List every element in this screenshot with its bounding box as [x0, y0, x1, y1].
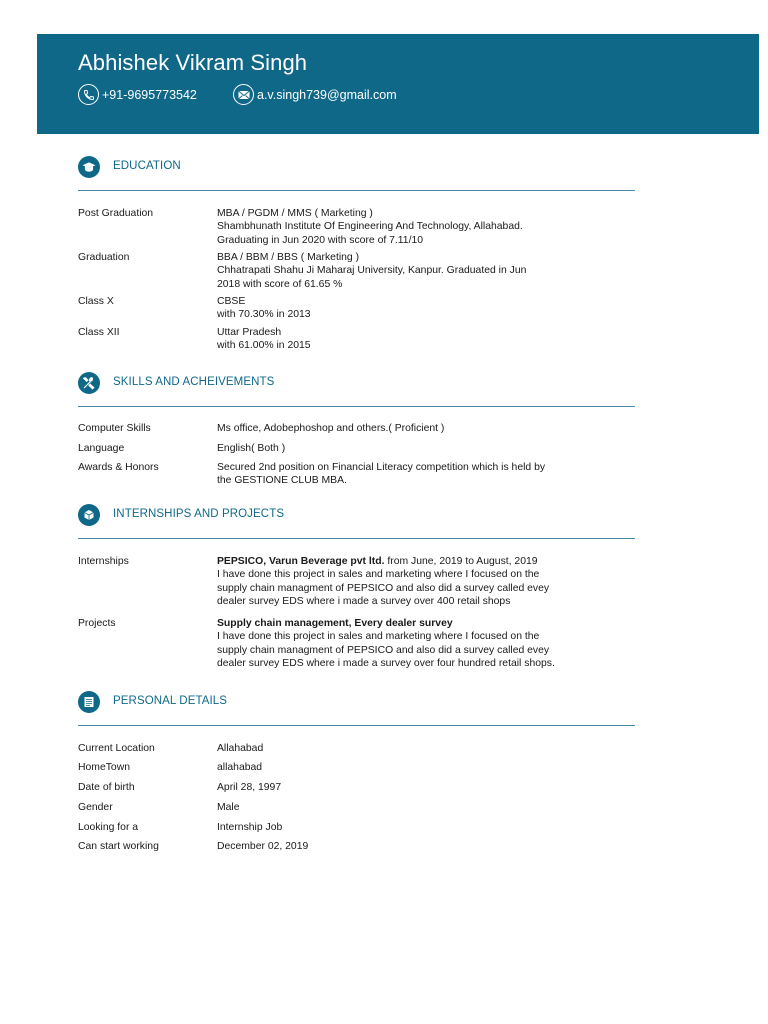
- row-value: [217, 207, 597, 247]
- row-value: Male: [217, 802, 240, 813]
- row-value: allahabad: [217, 762, 263, 773]
- value-line: with 61.00% in 2015: [217, 340, 311, 352]
- section-divider: [78, 190, 635, 191]
- row-label: HomeTown: [78, 762, 130, 773]
- list-icon: [78, 691, 100, 713]
- row-label: Can start working: [78, 841, 159, 852]
- row-label: Computer Skills: [78, 423, 151, 434]
- row-value: [217, 422, 597, 435]
- value-line: I have done this project in sales and marketing where I focused on the: [217, 569, 540, 581]
- value-line: Secured 2nd position on Financial Literacy competition which is held by: [217, 462, 546, 473]
- value-line: English( Both ): [217, 443, 286, 454]
- resume-header: [37, 34, 759, 134]
- value-line: Ms office, Adobephoshop and others.( Proficient ): [217, 423, 445, 434]
- section-divider: [78, 406, 635, 407]
- envelope-icon: [233, 84, 254, 105]
- row-label: Class XII: [78, 327, 120, 338]
- value-line: the GESTIONE CLUB MBA.: [217, 475, 347, 487]
- company-name: PEPSICO, Varun Beverage pvt ltd.: [217, 556, 385, 567]
- value-line: supply chain managment of PEPSICO and also did a survey called evey: [217, 582, 550, 594]
- row-label: Awards & Honors: [78, 462, 159, 473]
- value-line: Graduating in Jun 2020 with score of 7.11/10: [217, 234, 424, 246]
- section-title: EDUCATION: [113, 160, 181, 172]
- row-label: Current Location: [78, 743, 155, 754]
- row-value: [217, 251, 597, 291]
- row-label: Language: [78, 443, 125, 454]
- value-line: BBA / BBM / BBS ( Marketing ): [217, 252, 360, 263]
- section-divider: [78, 538, 635, 539]
- value-line: dealer survey EDS where i made a survey over four hundred retail shops.: [217, 657, 555, 669]
- value-line: CBSE: [217, 296, 246, 307]
- email-address: a.v.singh739@gmail.com: [257, 87, 397, 102]
- graduation-cap-icon: [78, 156, 100, 178]
- row-value: Allahabad: [217, 743, 264, 754]
- value-line: supply chain managment of PEPSICO and also did a survey called evey: [217, 644, 550, 656]
- email-contact[interactable]: [233, 84, 397, 105]
- value-line: Uttar Pradesh: [217, 327, 282, 338]
- value-line: Chhatrapati Shahu Ji Maharaj University, Kanpur. Graduated in Jun: [217, 265, 527, 277]
- row-value: [217, 442, 597, 455]
- row-value: [217, 617, 597, 670]
- row-value: December 02, 2019: [217, 841, 309, 852]
- row-value: Internship Job: [217, 822, 283, 833]
- value-line: [217, 555, 597, 568]
- row-value: [217, 555, 597, 608]
- phone-contact[interactable]: [78, 84, 197, 105]
- row-label: Date of birth: [78, 782, 135, 793]
- section-title: SKILLS AND ACHEIVEMENTS: [113, 376, 275, 388]
- section-divider: [78, 725, 635, 726]
- section-title: PERSONAL DETAILS: [113, 695, 228, 707]
- row-value: [217, 326, 597, 353]
- row-label: Gender: [78, 802, 113, 813]
- row-label: Looking for a: [78, 822, 139, 833]
- value-line: dealer survey EDS where i made a survey over 400 retail shops: [217, 595, 511, 607]
- row-label: Graduation: [78, 252, 130, 263]
- value-line: MBA / PGDM / MMS ( Marketing ): [217, 208, 373, 219]
- row-value: [217, 295, 597, 322]
- candidate-name: Abhishek Vikram Singh: [78, 50, 308, 75]
- cube-icon: [78, 504, 100, 526]
- row-label: Class X: [78, 296, 114, 307]
- row-label: Post Graduation: [78, 208, 154, 219]
- value-line: 2018 with score of 61.65 %: [217, 278, 343, 290]
- phone-icon: [78, 84, 99, 105]
- row-value: April 28, 1997: [217, 782, 282, 793]
- value-line: [217, 617, 597, 630]
- row-label: Projects: [78, 618, 116, 629]
- value-line: with 70.30% in 2013: [217, 309, 311, 321]
- value-line: Shambhunath Institute Of Engineering And Technology, Allahabad.: [217, 221, 523, 233]
- row-label: Internships: [78, 556, 129, 567]
- internship-dates: from June, 2019 to August, 2019: [384, 556, 538, 567]
- section-title: INTERNSHIPS AND PROJECTS: [113, 508, 285, 520]
- row-value: [217, 461, 597, 488]
- phone-number: +91-9695773542: [102, 87, 197, 102]
- tools-icon: [78, 372, 100, 394]
- value-line: I have done this project in sales and marketing where I focused on the: [217, 631, 540, 643]
- project-name: Supply chain management, Every dealer survey: [217, 618, 453, 629]
